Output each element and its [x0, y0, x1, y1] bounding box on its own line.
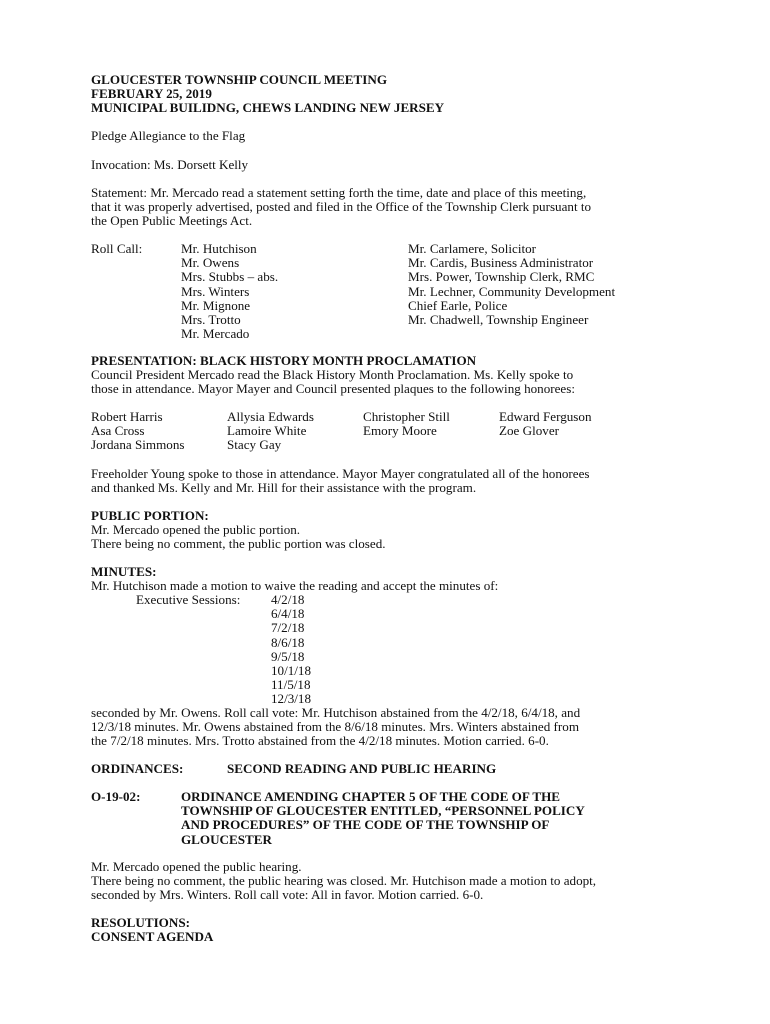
honoree: Stacy Gay [227, 437, 282, 453]
ordinance-number: O-19-02: [91, 789, 141, 804]
ordinance-title [181, 790, 585, 847]
honoree: Robert Harris [91, 409, 163, 424]
meeting-date: FEBRUARY 25, 2019 [91, 86, 212, 102]
honorees-column-4 [499, 410, 592, 438]
council-member: Mrs. Winters [181, 283, 250, 299]
honorees-column-1 [91, 410, 184, 453]
honoree: Edward Ferguson [499, 409, 592, 424]
honoree: Christopher Still [363, 409, 450, 424]
roll-call-label: Roll Call: [91, 241, 143, 256]
document-header [91, 73, 444, 116]
ordinance-hearing-paragraph [91, 860, 596, 903]
presentation-heading: PRESENTATION: BLACK HISTORY MONTH PROCLAMATION [91, 353, 477, 368]
honoree: Zoe Glover [499, 423, 559, 439]
staff-member: Mr. Lechner, Community Development [408, 283, 616, 299]
pledge-line: Pledge Allegiance to the Flag [91, 128, 246, 143]
ordinance-hearing-line: There being no comment, the public hearing was closed. Mr. Hutchison made a motion to adopt, [91, 873, 597, 889]
ordinance-hearing-line: seconded by Mrs. Winters. Roll call vote: All in favor. Motion carried. 6-0. [91, 887, 484, 903]
executive-sessions-label: Executive Sessions: [136, 592, 241, 607]
minutes-date: 11/5/18 [271, 677, 311, 693]
honoree: Asa Cross [91, 423, 145, 439]
presentation-line: Council President Mercado read the Black History Month Proclamation. Ms. Kelly spoke to [91, 367, 574, 383]
honoree: Emory Moore [363, 423, 437, 439]
roll-call-staff-list [408, 242, 615, 327]
ordinance-title-line: TOWNSHIP OF GLOUCESTER ENTITLED, “PERSONNEL POLICY [181, 803, 585, 819]
minutes-date: 6/4/18 [271, 606, 305, 622]
ordinance-title-line: GLOUCESTER [181, 831, 272, 847]
statement-label: Statement [91, 185, 144, 200]
council-member: Mr. Mignone [181, 297, 251, 313]
staff-member: Chief Earle, Police [408, 297, 508, 313]
presentation-closing [91, 467, 590, 495]
honoree: Allysia Edwards [227, 409, 314, 424]
minutes-heading: MINUTES: [91, 564, 157, 579]
presentation-closing-line: and thanked Ms. Kelly and Mr. Hill for their assistance with the program. [91, 480, 477, 496]
council-member: Mr. Hutchison [181, 241, 257, 256]
roll-call-council-list [181, 242, 278, 341]
minutes-closing-line: seconded by Mr. Owens. Roll call vote: Mr. Hutchison abstained from the 4/2/18, 6/4/18, and [91, 705, 581, 720]
minutes-closing-line: 12/3/18 minutes. Mr. Owens abstained from the 8/6/18 minutes. Mrs. Winters abstained from [91, 719, 579, 735]
resolutions-heading: RESOLUTIONS: [91, 915, 190, 930]
council-member: Mr. Mercado [181, 326, 250, 342]
presentation-line: those in attendance. Mayor Mayer and Council presented plaques to the following honorees: [91, 381, 575, 397]
meeting-title: GLOUCESTER TOWNSHIP COUNCIL MEETING [91, 72, 388, 87]
public-portion-heading: PUBLIC PORTION: [91, 508, 209, 523]
council-member: Mrs. Stubbs – abs. [181, 269, 279, 285]
council-member: Mrs. Trotto [181, 312, 241, 328]
statement-line: the Open Public Meetings Act. [91, 213, 253, 229]
public-portion-section [91, 509, 386, 552]
statement-line: : Mr. Mercado read a statement setting forth the time, date and place of this meeting, [143, 185, 587, 200]
staff-member: Mr. Carlamere, Solicitor [408, 241, 536, 256]
statement-line: that it was properly advertised, posted and filed in the Office of the Township Clerk pursuant to [91, 199, 592, 215]
ordinances-heading: ORDINANCES: [91, 761, 184, 776]
meeting-location: MUNICIPAL BUILIDNG, CHEWS LANDING NEW JERSEY [91, 100, 445, 116]
staff-member: Mr. Cardis, Business Administrator [408, 255, 594, 271]
statement-paragraph [91, 186, 591, 229]
minutes-date: 4/2/18 [271, 592, 305, 607]
invocation-line: Invocation: Ms. Dorsett Kelly [91, 157, 249, 172]
honorees-column-3 [363, 410, 450, 438]
consent-agenda-heading: CONSENT AGENDA [91, 929, 214, 945]
minutes-closing-line: the 7/2/18 minutes. Mrs. Trotto abstained from the 4/2/18 minutes. Motion carried. 6-0. [91, 733, 549, 749]
staff-member: Mr. Chadwell, Township Engineer [408, 312, 589, 328]
honorees-column-2 [227, 410, 314, 453]
honoree: Jordana Simmons [91, 437, 185, 453]
minutes-date: 8/6/18 [271, 634, 305, 650]
staff-member: Mrs. Power, Township Clerk, RMC [408, 269, 595, 285]
minutes-date: 9/5/18 [271, 648, 305, 664]
minutes-date: 12/3/18 [271, 691, 312, 707]
minutes-intro: Mr. Hutchison made a motion to waive the reading and accept the minutes of: [91, 578, 499, 594]
resolutions-section [91, 916, 213, 944]
public-portion-line: Mr. Mercado opened the public portion. [91, 522, 301, 538]
presentation-section [91, 354, 575, 397]
minutes-date: 7/2/18 [271, 620, 305, 636]
minutes-section [91, 565, 498, 593]
minutes-date: 10/1/18 [271, 663, 312, 679]
minutes-dates-list [271, 593, 311, 707]
ordinances-subheading: SECOND READING AND PUBLIC HEARING [227, 761, 497, 776]
public-portion-line: There being no comment, the public portion was closed. [91, 536, 386, 552]
honoree: Lamoire White [227, 423, 307, 439]
ordinance-title-line: AND PROCEDURES” OF THE CODE OF THE TOWNSHIP OF [181, 817, 550, 833]
minutes-closing [91, 706, 580, 749]
ordinance-title-line: ORDINANCE AMENDING CHAPTER 5 OF THE CODE OF THE [181, 789, 561, 804]
ordinance-hearing-line: Mr. Mercado opened the public hearing. [91, 859, 302, 874]
council-member: Mr. Owens [181, 255, 240, 271]
presentation-closing-line: Freeholder Young spoke to those in attendance. Mayor Mayer congratulated all of the honorees [91, 466, 590, 481]
